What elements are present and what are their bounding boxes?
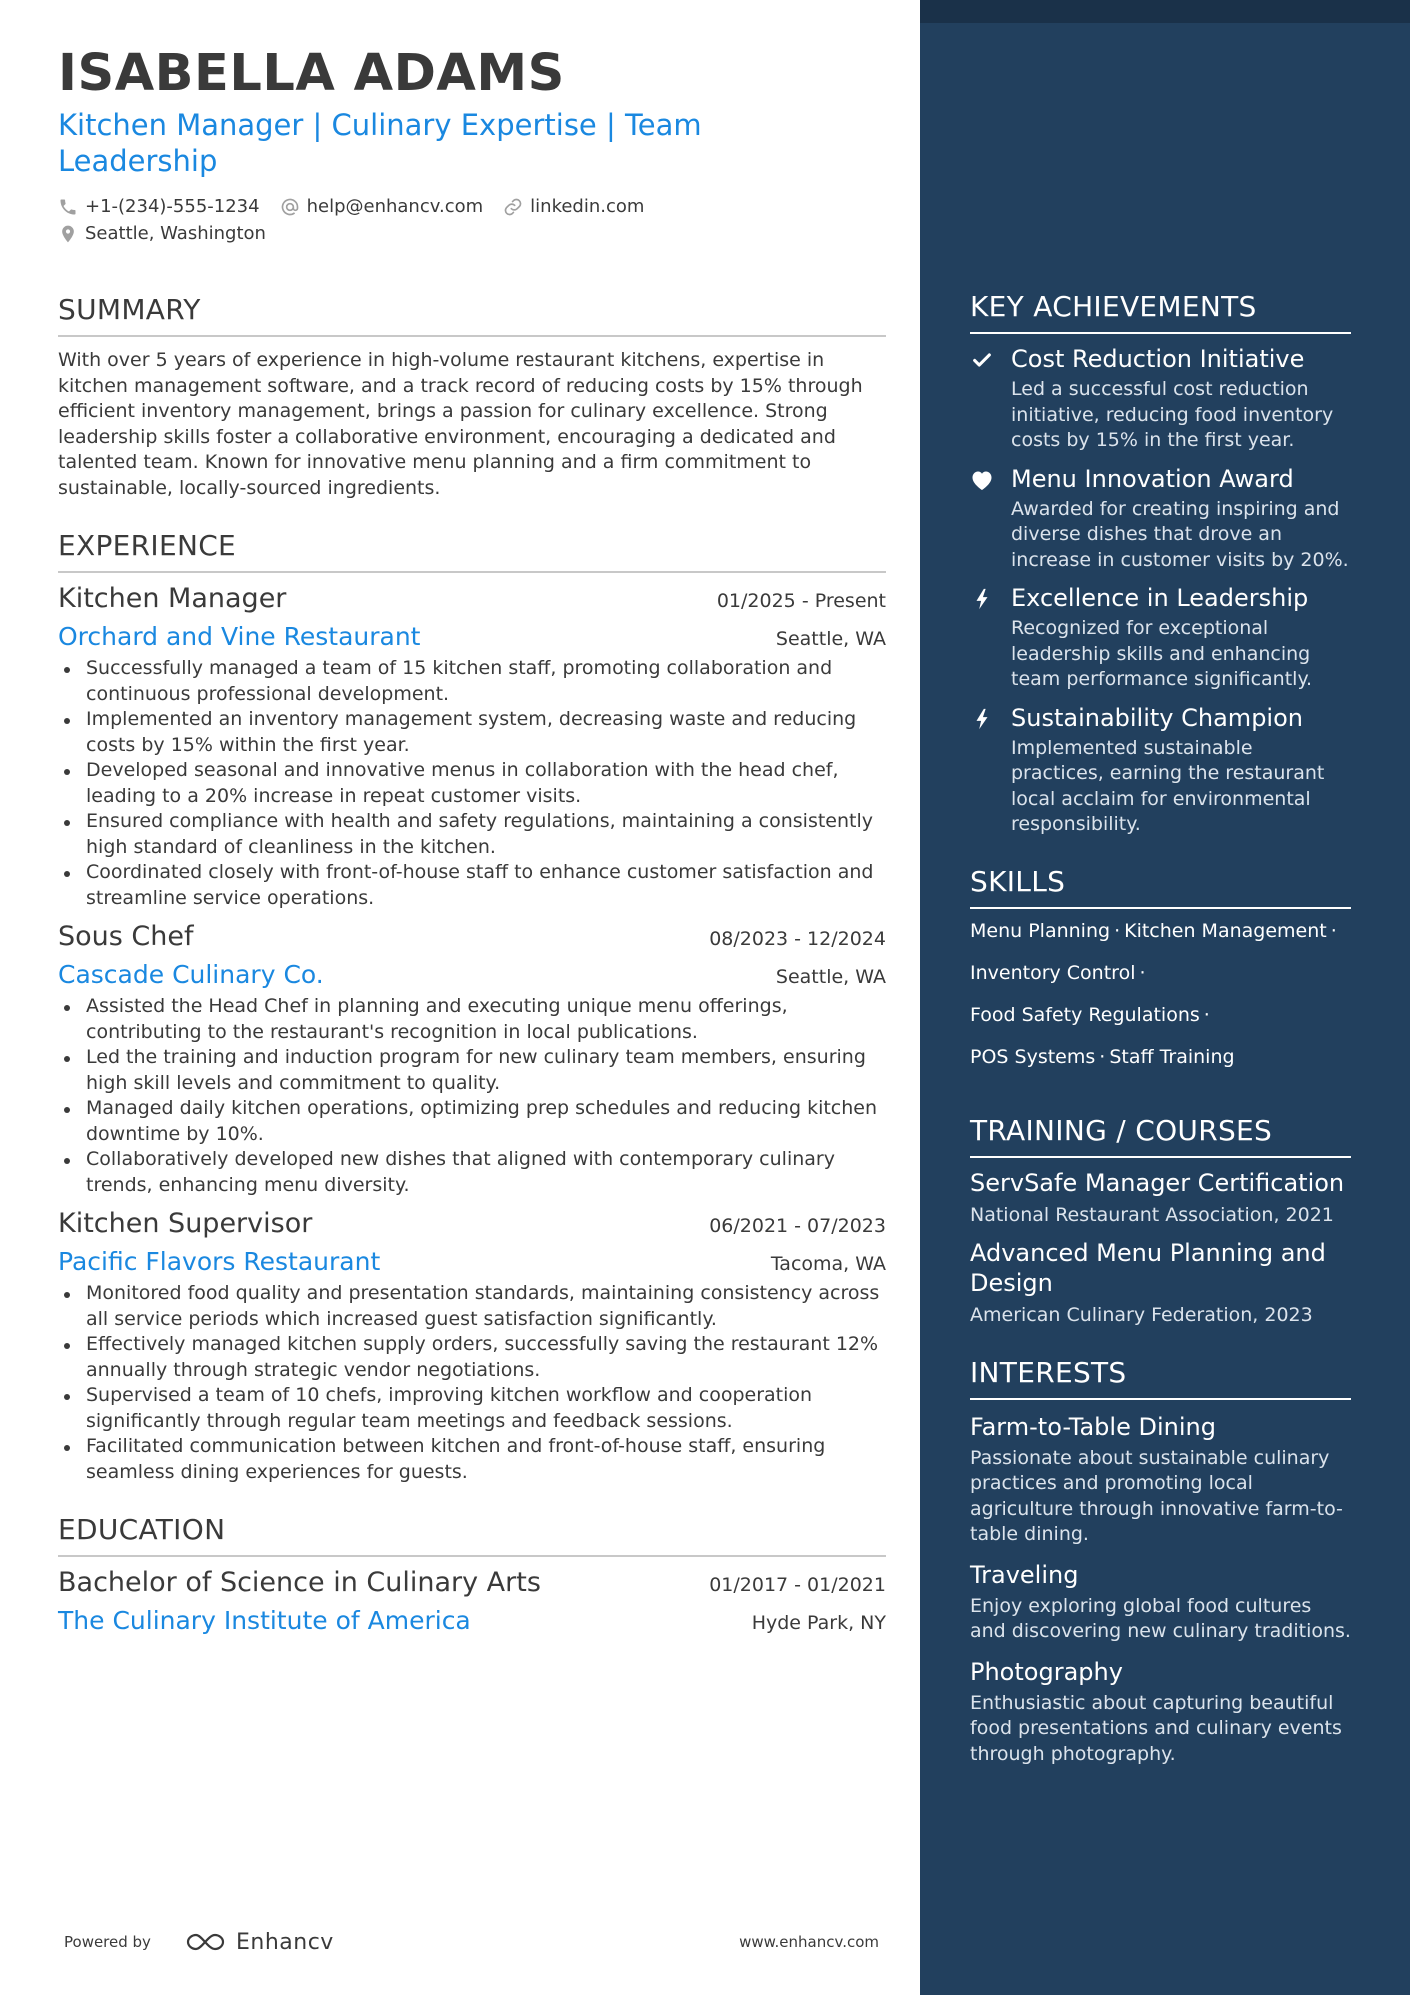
location-text: Seattle, Washington [85, 223, 266, 244]
job-title: Sous Chef [58, 921, 194, 952]
bullet-item: Effectively managed kitchen supply orders, successfully saving the restaurant 12% annually through strategic vendor negotiations. [58, 1332, 886, 1383]
job-entry [58, 920, 886, 1198]
achievement-desc: Recognized for exceptional leadership skills and enhancing team performance significantly. [1011, 617, 1313, 690]
achievements-section [970, 290, 1351, 838]
interest-desc: Enjoy exploring global food cultures and discovering new culinary traditions. [970, 1594, 1351, 1642]
bullet-item: Coordinated closely with front-of-house staff to enhance customer satisfaction and streamline service operations. [58, 860, 886, 911]
brand-name: Enhancv [236, 1929, 334, 1955]
phone-text: +1-(234)-555-1234 [85, 196, 260, 217]
experience-section [58, 529, 886, 1485]
job-title: Kitchen Manager [58, 583, 287, 614]
main-column [58, 44, 886, 1637]
achievement-item [970, 344, 1351, 454]
contact-email[interactable] [280, 193, 484, 220]
job-title: Kitchen Supervisor [58, 1208, 313, 1239]
contact-row-location [58, 220, 886, 247]
training-title: TRAINING / COURSES [970, 1114, 1351, 1158]
skills-section [970, 865, 1351, 1070]
achievement-desc: Awarded for creating inspiring and diverse dishes that drove an increase in customer visits by 20%. [1011, 497, 1349, 571]
experience-title: EXPERIENCE [58, 529, 886, 573]
achievement-title: Cost Reduction Initiative [1011, 345, 1305, 373]
interests-section [970, 1356, 1351, 1768]
lightning-icon [970, 707, 994, 731]
job-company[interactable]: Pacific Flavors Restaurant [58, 1247, 381, 1276]
bullet-item: Supervised a team of 10 chefs, improving kitchen workflow and cooperation significantly through regular team meetings and feedback sessions. [58, 1383, 886, 1434]
job-dates: 06/2021 - 07/2023 [709, 1215, 886, 1237]
job-location: Seattle, WA [775, 628, 886, 650]
heart-icon [970, 468, 994, 492]
job-entry [58, 1207, 886, 1485]
interest-title: Farm-to-Table Dining [970, 1412, 1216, 1441]
course-org: American Culinary Federation, 2023 [970, 1303, 1313, 1326]
skills-title: SKILLS [970, 865, 1351, 909]
skill-item: Menu Planning [970, 919, 1111, 942]
job-dates: 01/2025 - Present [716, 590, 886, 612]
bullet-item: Led the training and induction program for new culinary team members, ensuring high skill levels and commitment to quality. [58, 1045, 886, 1096]
interest-title: Photography [970, 1657, 1123, 1686]
website-link[interactable]: www.enhancv.com [739, 1933, 879, 1951]
education-dates: 01/2017 - 01/2021 [709, 1574, 886, 1596]
education-section [58, 1513, 886, 1637]
interest-item [970, 1657, 1351, 1768]
enhancv-logo[interactable] [184, 1929, 334, 1955]
interest-item [970, 1412, 1351, 1548]
achievement-desc: Led a successful cost reduction initiative, reducing food inventory costs by 15% in the first year. [1011, 378, 1334, 451]
bullet-item: Collaboratively developed new dishes that aligned with contemporary culinary trends, enhancing menu diversity. [58, 1147, 886, 1198]
course-item [970, 1238, 1351, 1328]
lightning-icon [970, 587, 994, 611]
headline: Kitchen Manager | Culinary Expertise | Team Leadership [58, 108, 702, 178]
achievement-title: Menu Innovation Award [1011, 464, 1294, 493]
skill-item: Staff Training [1109, 1045, 1235, 1068]
job-dates: 08/2023 - 12/2024 [709, 928, 886, 950]
summary-title: SUMMARY [58, 293, 886, 337]
linkedin-text: linkedin.com [530, 196, 645, 217]
school-location: Hyde Park, NY [751, 1612, 886, 1634]
job-location: Seattle, WA [775, 966, 886, 988]
achievement-item [970, 464, 1351, 574]
skill-item: Food Safety Regulations [970, 1003, 1200, 1026]
infinity-logo-icon [184, 1929, 230, 1955]
interest-desc: Enthusiastic about capturing beautiful food presentations and culinary events through photography. [970, 1691, 1342, 1765]
bullet-item: Successfully managed a team of 15 kitchen staff, promoting collaboration and continuous professional development. [58, 656, 886, 707]
achievement-desc: Implemented sustainable practices, earning the restaurant local acclaim for environmental responsibility. [1011, 736, 1325, 835]
check-icon [970, 348, 994, 372]
bullet-item: Managed daily kitchen operations, optimizing prep schedules and reducing kitchen downtime by 10%. [58, 1096, 886, 1147]
job-location: Tacoma, WA [770, 1253, 886, 1275]
sidebar-top-band [920, 0, 1410, 23]
contact-row [58, 193, 886, 220]
job-entry [58, 582, 886, 911]
summary-section [58, 293, 886, 501]
achievement-item [970, 583, 1351, 693]
bullet-item: Facilitated communication between kitchen and front-of-house staff, ensuring seamless dining experiences for guests. [58, 1434, 886, 1485]
training-section [970, 1114, 1351, 1328]
bullet-item: Monitored food quality and presentation standards, maintaining consistency across all service periods which increased guest satisfaction significantly. [58, 1281, 886, 1332]
bullet-item: Assisted the Head Chef in planning and executing unique menu offerings, contributing to the restaurant's recognition in local publications. [58, 994, 886, 1045]
bullet-item: Implemented an inventory management system, decreasing waste and reducing costs by 15% within the first year. [58, 707, 886, 758]
course-item [970, 1168, 1351, 1228]
at-sign-icon [280, 197, 300, 217]
interests-title: INTERESTS [970, 1356, 1351, 1400]
education-entry [58, 1566, 886, 1637]
powered-by-label: Powered by [64, 1933, 151, 1951]
course-title: Advanced Menu Planning and Design [970, 1238, 1326, 1297]
education-title: EDUCATION [58, 1513, 886, 1557]
course-org: National Restaurant Association, 2021 [970, 1203, 1334, 1226]
job-company[interactable]: Orchard and Vine Restaurant [58, 622, 421, 651]
interest-desc: Passionate about sustainable culinary practices and promoting local agriculture through innovative farm-to-table dining. [970, 1446, 1343, 1545]
achievement-title: Excellence in Leadership [1011, 584, 1309, 612]
footer [64, 1930, 879, 1960]
degree: Bachelor of Science in Culinary Arts [58, 1567, 541, 1598]
interest-title: Traveling [970, 1560, 1079, 1589]
course-title: ServSafe Manager Certification [970, 1168, 1345, 1197]
candidate-name: ISABELLA ADAMS [58, 44, 565, 103]
skill-item: Kitchen Management [1124, 919, 1327, 942]
job-bullets [58, 994, 886, 1198]
achievements-title: KEY ACHIEVEMENTS [970, 290, 1351, 334]
phone-icon [58, 197, 78, 217]
job-bullets [58, 656, 886, 911]
bullet-item: Ensured compliance with health and safety regulations, maintaining a consistently high standard of cleanliness in the kitchen. [58, 809, 886, 860]
job-company[interactable]: Cascade Culinary Co. [58, 960, 324, 989]
contact-location [58, 220, 266, 247]
school-name[interactable]: The Culinary Institute of America [58, 1606, 471, 1635]
interest-item [970, 1560, 1351, 1645]
skills-list: Menu Planning · Kitchen Management · Inventory Control · Food Safety Regulations · POS Systems · Staff Training [970, 919, 1337, 1068]
link-icon [503, 197, 523, 217]
email-text: help@enhancv.com [306, 196, 484, 217]
achievement-item [970, 703, 1351, 838]
skill-item: POS Systems [970, 1045, 1096, 1068]
summary-text: With over 5 years of experience in high-volume restaurant kitchens, expertise in kitchen management software, and a track record of reducing costs by 15% through efficient inventory management, brings a passion for culinary excellence. Strong leadership skills foster a collaborative environment, encouraging a dedicated and talented team. Known for innovative menu planning and a firm commitment to sustainable, locally-sourced ingredients. [58, 349, 863, 499]
bullet-item: Developed seasonal and innovative menus in collaboration with the head chef, leading to a 20% increase in repeat customer visits. [58, 758, 886, 809]
contact-linkedin[interactable] [503, 193, 644, 220]
skill-item: Inventory Control [970, 961, 1136, 984]
location-pin-icon [58, 224, 78, 244]
contact-phone[interactable] [58, 193, 260, 220]
sidebar [970, 290, 1351, 1767]
job-bullets [58, 1281, 886, 1485]
achievement-title: Sustainability Champion [1011, 703, 1303, 732]
